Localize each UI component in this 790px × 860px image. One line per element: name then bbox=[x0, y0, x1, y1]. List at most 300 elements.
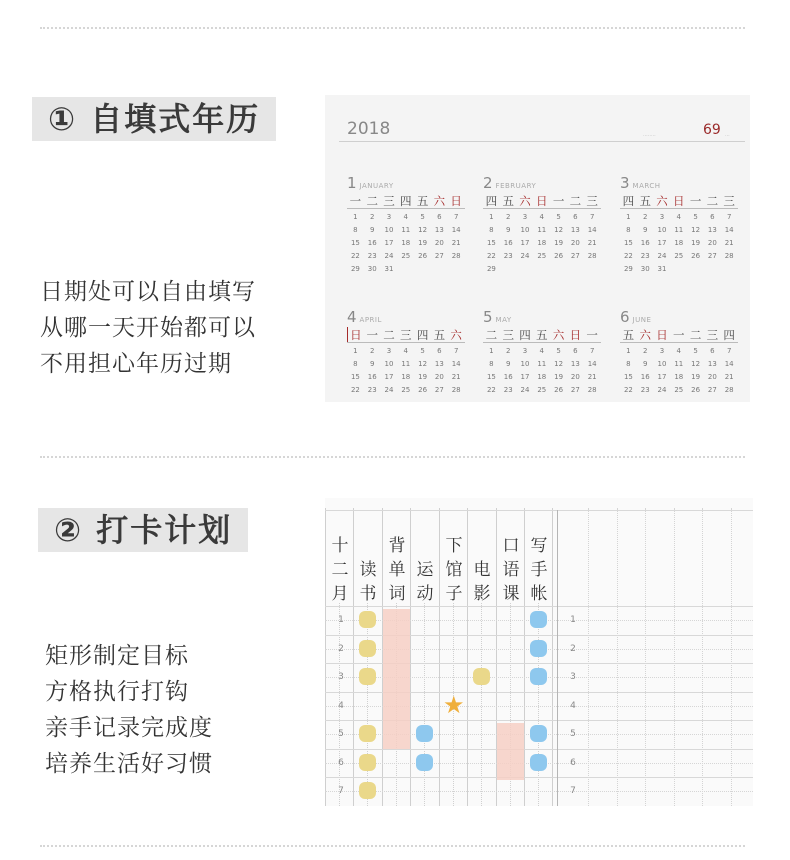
date-cell: 19 bbox=[554, 373, 564, 381]
calendar-tiny-print: ········ bbox=[643, 133, 656, 139]
date-cell: 9 bbox=[369, 226, 375, 234]
grid-line bbox=[367, 603, 368, 806]
weekday-label: 四 bbox=[519, 328, 531, 342]
section1-description bbox=[40, 274, 256, 382]
weekday-label: 一 bbox=[673, 328, 685, 342]
habit-column-header bbox=[413, 534, 437, 606]
date-cell: 17 bbox=[384, 239, 394, 247]
weekday-label: 一 bbox=[552, 194, 565, 208]
date-cell bbox=[500, 263, 517, 276]
check-mark bbox=[530, 611, 547, 628]
date-cell: 15 bbox=[350, 239, 360, 247]
date-cell: 22 bbox=[350, 386, 360, 394]
date-cell: 23 bbox=[503, 386, 513, 394]
date-cell: 2 bbox=[642, 213, 648, 221]
grid-line bbox=[538, 603, 539, 806]
date-cell: 24 bbox=[384, 252, 394, 260]
date-cell: 13 bbox=[570, 360, 580, 368]
weekday-label: 日 bbox=[673, 194, 685, 208]
date-cell: 19 bbox=[691, 373, 701, 381]
weekday-label: 六 bbox=[519, 194, 531, 208]
date-cell: 5 bbox=[556, 213, 561, 221]
date-cell: 16 bbox=[503, 239, 513, 247]
weekday-label: 六 bbox=[433, 194, 446, 208]
section2-title: ② 打卡计划 bbox=[38, 508, 248, 552]
date-cell bbox=[567, 263, 584, 276]
date-cell: 5 bbox=[693, 213, 698, 221]
date-cell: 3 bbox=[659, 347, 665, 355]
date-cell bbox=[584, 263, 601, 276]
weekday-label: 三 bbox=[502, 328, 514, 342]
date-cell: 12 bbox=[418, 226, 428, 234]
weekday-label: 六 bbox=[639, 328, 651, 342]
date-cell: 28 bbox=[724, 252, 734, 260]
grid-line bbox=[481, 603, 482, 806]
date-row bbox=[347, 384, 465, 397]
date-cell: 14 bbox=[451, 226, 461, 234]
date-cell: 7 bbox=[453, 347, 459, 355]
date-cell: 16 bbox=[503, 373, 513, 381]
weekday-label: 日 bbox=[450, 194, 462, 208]
date-cell: 20 bbox=[434, 373, 444, 381]
month-number: 5 bbox=[483, 308, 493, 326]
date-cell: 28 bbox=[451, 386, 461, 394]
row-number: 1 bbox=[338, 615, 344, 625]
weekday-label: 三 bbox=[706, 328, 719, 342]
date-cell: 10 bbox=[384, 360, 394, 368]
header-char: 月 bbox=[331, 584, 349, 604]
date-cell: 1 bbox=[626, 347, 631, 355]
date-cell: 9 bbox=[505, 360, 511, 368]
check-mark bbox=[359, 611, 376, 628]
date-row bbox=[347, 345, 465, 358]
month-number: 3 bbox=[620, 174, 630, 192]
month-number: 6 bbox=[620, 308, 630, 326]
date-row bbox=[483, 237, 601, 250]
date-cell: 5 bbox=[420, 347, 425, 355]
check-mark bbox=[359, 754, 376, 771]
date-cell: 8 bbox=[626, 226, 631, 234]
row-number: 1 bbox=[570, 615, 576, 625]
date-cell bbox=[721, 263, 738, 276]
date-cell: 4 bbox=[676, 213, 682, 221]
check-mark bbox=[359, 640, 376, 657]
date-row bbox=[620, 384, 738, 397]
date-row bbox=[347, 237, 465, 250]
date-cell: 25 bbox=[401, 252, 411, 260]
date-row bbox=[620, 263, 738, 276]
date-cell: 6 bbox=[437, 347, 442, 355]
date-cell: 20 bbox=[434, 239, 444, 247]
date-cell: 2 bbox=[642, 347, 648, 355]
date-row bbox=[620, 250, 738, 263]
header-char: 电 bbox=[473, 560, 491, 580]
date-cell: 25 bbox=[674, 386, 684, 394]
star-icon: ★ bbox=[443, 691, 465, 719]
row-number: 6 bbox=[338, 758, 344, 768]
date-row bbox=[620, 371, 738, 384]
date-cell: 22 bbox=[623, 252, 633, 260]
date-cell: 29 bbox=[350, 265, 360, 273]
weekday-label: 三 bbox=[400, 328, 412, 342]
check-mark bbox=[359, 725, 376, 742]
row-number: 5 bbox=[570, 729, 576, 739]
grid-line bbox=[439, 508, 440, 806]
header-char: 背 bbox=[388, 536, 406, 556]
weekday-label: 四 bbox=[485, 194, 498, 208]
date-cell: 31 bbox=[384, 265, 394, 273]
date-cell: 15 bbox=[350, 373, 360, 381]
header-char: 馆 bbox=[445, 560, 463, 580]
date-row bbox=[347, 224, 465, 237]
date-cell: 3 bbox=[386, 347, 392, 355]
date-cell: 2 bbox=[369, 213, 375, 221]
date-cell: 4 bbox=[403, 213, 409, 221]
weekday-label: 六 bbox=[450, 328, 462, 342]
month-header bbox=[347, 173, 465, 193]
date-cell: 22 bbox=[350, 252, 360, 260]
date-cell: 26 bbox=[554, 386, 564, 394]
date-cell: 10 bbox=[384, 226, 394, 234]
description-line: 从哪一天开始都可以 bbox=[40, 315, 256, 341]
date-row bbox=[347, 358, 465, 371]
check-mark bbox=[530, 725, 547, 742]
date-cell: 27 bbox=[707, 252, 717, 260]
weekday-label: 四 bbox=[723, 328, 735, 342]
date-cell: 8 bbox=[353, 226, 358, 234]
date-cell: 15 bbox=[623, 373, 633, 381]
date-cell: 14 bbox=[724, 226, 734, 234]
date-cell: 13 bbox=[434, 226, 444, 234]
check-mark bbox=[530, 668, 547, 685]
month-name: JUNE bbox=[632, 316, 652, 324]
date-cell: 17 bbox=[657, 373, 667, 381]
date-cell: 9 bbox=[505, 226, 511, 234]
date-row bbox=[483, 263, 601, 276]
date-cell: 18 bbox=[537, 373, 547, 381]
date-cell: 7 bbox=[726, 213, 732, 221]
date-cell: 19 bbox=[418, 239, 428, 247]
weekday-label: 二 bbox=[485, 328, 498, 342]
date-cell: 23 bbox=[503, 252, 513, 260]
weekday-label: 一 bbox=[586, 328, 598, 342]
section1-title: ① 自填式年历 bbox=[32, 97, 276, 141]
calendar-tiny-print: ··· bbox=[725, 133, 730, 139]
date-cell: 8 bbox=[489, 226, 494, 234]
date-cell: 8 bbox=[626, 360, 631, 368]
header-char: 十 bbox=[331, 536, 349, 556]
weekday-label: 三 bbox=[586, 194, 598, 208]
date-cell: 6 bbox=[710, 347, 715, 355]
date-cell: 11 bbox=[401, 360, 411, 368]
date-cell: 18 bbox=[674, 373, 684, 381]
weekday-label: 四 bbox=[622, 194, 635, 208]
date-cell: 30 bbox=[367, 265, 377, 273]
date-cell bbox=[414, 263, 431, 276]
calendar-rule bbox=[339, 141, 745, 142]
date-cell: 4 bbox=[676, 347, 682, 355]
description-line: 矩形制定目标 bbox=[45, 643, 189, 669]
date-cell: 24 bbox=[657, 386, 667, 394]
date-row bbox=[620, 358, 738, 371]
date-cell: 14 bbox=[587, 226, 597, 234]
date-cell: 3 bbox=[386, 213, 392, 221]
date-cell: 23 bbox=[640, 252, 650, 260]
weekday-label: 五 bbox=[416, 194, 429, 208]
date-cell: 16 bbox=[367, 239, 377, 247]
month-number: 4 bbox=[347, 308, 357, 326]
header-char: 书 bbox=[359, 584, 377, 604]
date-cell: 17 bbox=[520, 239, 530, 247]
calendar-month bbox=[483, 173, 601, 276]
check-mark bbox=[359, 668, 376, 685]
date-cell: 2 bbox=[505, 347, 511, 355]
date-cell: 6 bbox=[573, 213, 578, 221]
date-row bbox=[483, 250, 601, 263]
month-name: APRIL bbox=[359, 316, 382, 324]
date-cell: 21 bbox=[724, 373, 734, 381]
habit-column-header bbox=[527, 534, 551, 606]
middle-divider bbox=[40, 456, 745, 458]
header-char: 课 bbox=[502, 584, 520, 604]
header-char: 下 bbox=[445, 536, 463, 556]
weekday-label: 日 bbox=[536, 194, 548, 208]
date-cell: 2 bbox=[505, 213, 511, 221]
row-number: 3 bbox=[338, 672, 344, 682]
date-row bbox=[347, 250, 465, 263]
weekday-label: 五 bbox=[622, 328, 635, 342]
date-cell: 21 bbox=[587, 373, 597, 381]
header-char: 读 bbox=[359, 560, 377, 580]
date-cell: 7 bbox=[453, 213, 459, 221]
header-char: 词 bbox=[388, 584, 406, 604]
date-cell bbox=[533, 263, 550, 276]
grid-line bbox=[424, 603, 425, 806]
date-cell: 24 bbox=[384, 386, 394, 394]
date-cell: 24 bbox=[520, 252, 530, 260]
date-cell: 12 bbox=[554, 360, 564, 368]
description-line: 日期处可以自由填写 bbox=[40, 279, 256, 305]
grid-line bbox=[410, 508, 411, 806]
date-cell: 15 bbox=[486, 373, 496, 381]
date-cell: 10 bbox=[657, 226, 667, 234]
calendar-page-number: 69 bbox=[703, 122, 721, 138]
date-cell: 13 bbox=[707, 360, 717, 368]
date-cell: 25 bbox=[674, 252, 684, 260]
date-cell: 3 bbox=[659, 213, 665, 221]
date-row bbox=[620, 211, 738, 224]
header-char: 运 bbox=[416, 560, 434, 580]
date-cell: 12 bbox=[554, 226, 564, 234]
date-cell bbox=[670, 263, 687, 276]
date-row bbox=[483, 345, 601, 358]
date-cell: 7 bbox=[589, 213, 595, 221]
weekday-label: 五 bbox=[536, 328, 548, 342]
row-number: 7 bbox=[570, 786, 576, 796]
section2-description bbox=[45, 638, 213, 782]
date-cell: 22 bbox=[486, 386, 496, 394]
date-cell: 5 bbox=[420, 213, 425, 221]
date-cell: 1 bbox=[626, 213, 631, 221]
month-header bbox=[483, 173, 601, 193]
date-cell: 6 bbox=[437, 213, 442, 221]
habit-column-header bbox=[442, 534, 466, 606]
date-cell: 31 bbox=[657, 265, 667, 273]
date-cell: 14 bbox=[451, 360, 461, 368]
header-char bbox=[413, 534, 437, 558]
check-mark bbox=[416, 754, 433, 771]
month-header bbox=[347, 307, 465, 327]
date-cell: 26 bbox=[691, 252, 701, 260]
bottom-divider bbox=[40, 845, 745, 847]
date-cell bbox=[517, 263, 534, 276]
date-cell: 11 bbox=[537, 360, 547, 368]
date-cell: 5 bbox=[556, 347, 561, 355]
date-cell: 29 bbox=[486, 265, 496, 273]
date-cell: 11 bbox=[674, 226, 684, 234]
date-cell: 12 bbox=[418, 360, 428, 368]
date-cell: 10 bbox=[520, 226, 530, 234]
date-cell: 27 bbox=[707, 386, 717, 394]
weekday-label: 二 bbox=[366, 194, 378, 208]
description-line: 不用担心年历过期 bbox=[40, 351, 232, 377]
date-cell: 20 bbox=[707, 373, 717, 381]
date-cell: 1 bbox=[489, 213, 494, 221]
row-number: 4 bbox=[570, 701, 576, 711]
date-cell: 27 bbox=[434, 386, 444, 394]
header-char: 口 bbox=[502, 536, 520, 556]
header-char: 二 bbox=[331, 560, 349, 580]
date-cell: 8 bbox=[489, 360, 494, 368]
date-cell: 28 bbox=[587, 386, 597, 394]
date-cell: 26 bbox=[554, 252, 564, 260]
date-row bbox=[483, 358, 601, 371]
header-char: 子 bbox=[445, 584, 463, 604]
date-cell: 1 bbox=[489, 347, 494, 355]
date-cell: 21 bbox=[451, 239, 461, 247]
weekday-label: 日 bbox=[569, 328, 582, 342]
row-number: 7 bbox=[338, 786, 344, 796]
date-cell: 1 bbox=[353, 347, 358, 355]
check-mark bbox=[530, 640, 547, 657]
date-cell: 11 bbox=[537, 226, 547, 234]
date-cell: 28 bbox=[451, 252, 461, 260]
weekday-row bbox=[347, 327, 465, 343]
weekday-label: 五 bbox=[639, 194, 651, 208]
date-row bbox=[483, 384, 601, 397]
weekday-label: 日 bbox=[347, 327, 364, 342]
date-cell: 10 bbox=[520, 360, 530, 368]
header-char: 影 bbox=[473, 584, 491, 604]
date-cell bbox=[550, 263, 567, 276]
date-cell: 9 bbox=[642, 360, 648, 368]
date-cell: 15 bbox=[623, 239, 633, 247]
date-cell: 16 bbox=[640, 373, 650, 381]
header-char bbox=[470, 534, 494, 558]
date-cell: 15 bbox=[486, 239, 496, 247]
calendar-month bbox=[347, 307, 465, 397]
date-cell: 6 bbox=[710, 213, 715, 221]
top-divider bbox=[40, 27, 745, 29]
date-cell bbox=[687, 263, 704, 276]
date-cell: 9 bbox=[642, 226, 648, 234]
weekday-label: 四 bbox=[416, 328, 429, 342]
date-cell: 8 bbox=[353, 360, 358, 368]
date-cell: 17 bbox=[657, 239, 667, 247]
calendar-month bbox=[620, 173, 738, 276]
habit-column-header bbox=[356, 534, 380, 606]
header-char: 动 bbox=[416, 584, 434, 604]
date-cell: 23 bbox=[367, 386, 377, 394]
date-cell: 28 bbox=[587, 252, 597, 260]
date-cell bbox=[431, 263, 448, 276]
calendar-photo bbox=[325, 95, 750, 402]
date-cell: 3 bbox=[522, 213, 528, 221]
check-mark bbox=[416, 725, 433, 742]
habit-tracker-photo bbox=[325, 498, 753, 806]
date-row bbox=[483, 224, 601, 237]
pink-highlight bbox=[383, 609, 410, 749]
month-name: MAY bbox=[495, 316, 512, 324]
weekday-label: 六 bbox=[552, 328, 565, 342]
date-cell: 18 bbox=[537, 239, 547, 247]
grid-line bbox=[467, 508, 468, 806]
weekday-label: 六 bbox=[656, 194, 668, 208]
date-cell: 13 bbox=[434, 360, 444, 368]
weekday-label: 三 bbox=[723, 194, 735, 208]
header-char: 单 bbox=[388, 560, 406, 580]
date-cell: 9 bbox=[369, 360, 375, 368]
grid-line bbox=[353, 508, 354, 806]
month-number: 1 bbox=[347, 174, 357, 192]
date-cell: 13 bbox=[707, 226, 717, 234]
description-line: 亲手记录完成度 bbox=[45, 715, 213, 741]
calendar-month bbox=[620, 307, 738, 397]
weekday-label: 三 bbox=[383, 194, 395, 208]
date-cell: 20 bbox=[570, 239, 580, 247]
date-cell: 26 bbox=[418, 386, 428, 394]
weekday-label: 二 bbox=[706, 194, 719, 208]
date-cell: 27 bbox=[570, 386, 580, 394]
date-cell: 23 bbox=[367, 252, 377, 260]
habit-column-header bbox=[499, 534, 523, 606]
weekday-label: 四 bbox=[400, 194, 412, 208]
month-number: 2 bbox=[483, 174, 493, 192]
habit-column-header bbox=[470, 534, 494, 606]
header-char: 写 bbox=[530, 536, 548, 556]
date-cell bbox=[704, 263, 721, 276]
calendar-month bbox=[347, 173, 465, 276]
date-cell: 21 bbox=[587, 239, 597, 247]
date-cell: 5 bbox=[693, 347, 698, 355]
date-cell: 7 bbox=[589, 347, 595, 355]
date-cell: 23 bbox=[640, 386, 650, 394]
date-cell: 30 bbox=[640, 265, 650, 273]
date-cell: 25 bbox=[401, 386, 411, 394]
row-number: 4 bbox=[338, 701, 344, 711]
date-cell: 29 bbox=[623, 265, 633, 273]
date-cell: 12 bbox=[691, 360, 701, 368]
date-cell: 20 bbox=[707, 239, 717, 247]
date-cell: 21 bbox=[724, 239, 734, 247]
date-cell: 4 bbox=[539, 213, 545, 221]
month-header bbox=[483, 307, 601, 327]
weekday-row bbox=[347, 193, 465, 209]
weekday-label: 五 bbox=[502, 194, 514, 208]
date-cell: 16 bbox=[367, 373, 377, 381]
weekday-row bbox=[620, 193, 738, 209]
date-cell: 18 bbox=[674, 239, 684, 247]
